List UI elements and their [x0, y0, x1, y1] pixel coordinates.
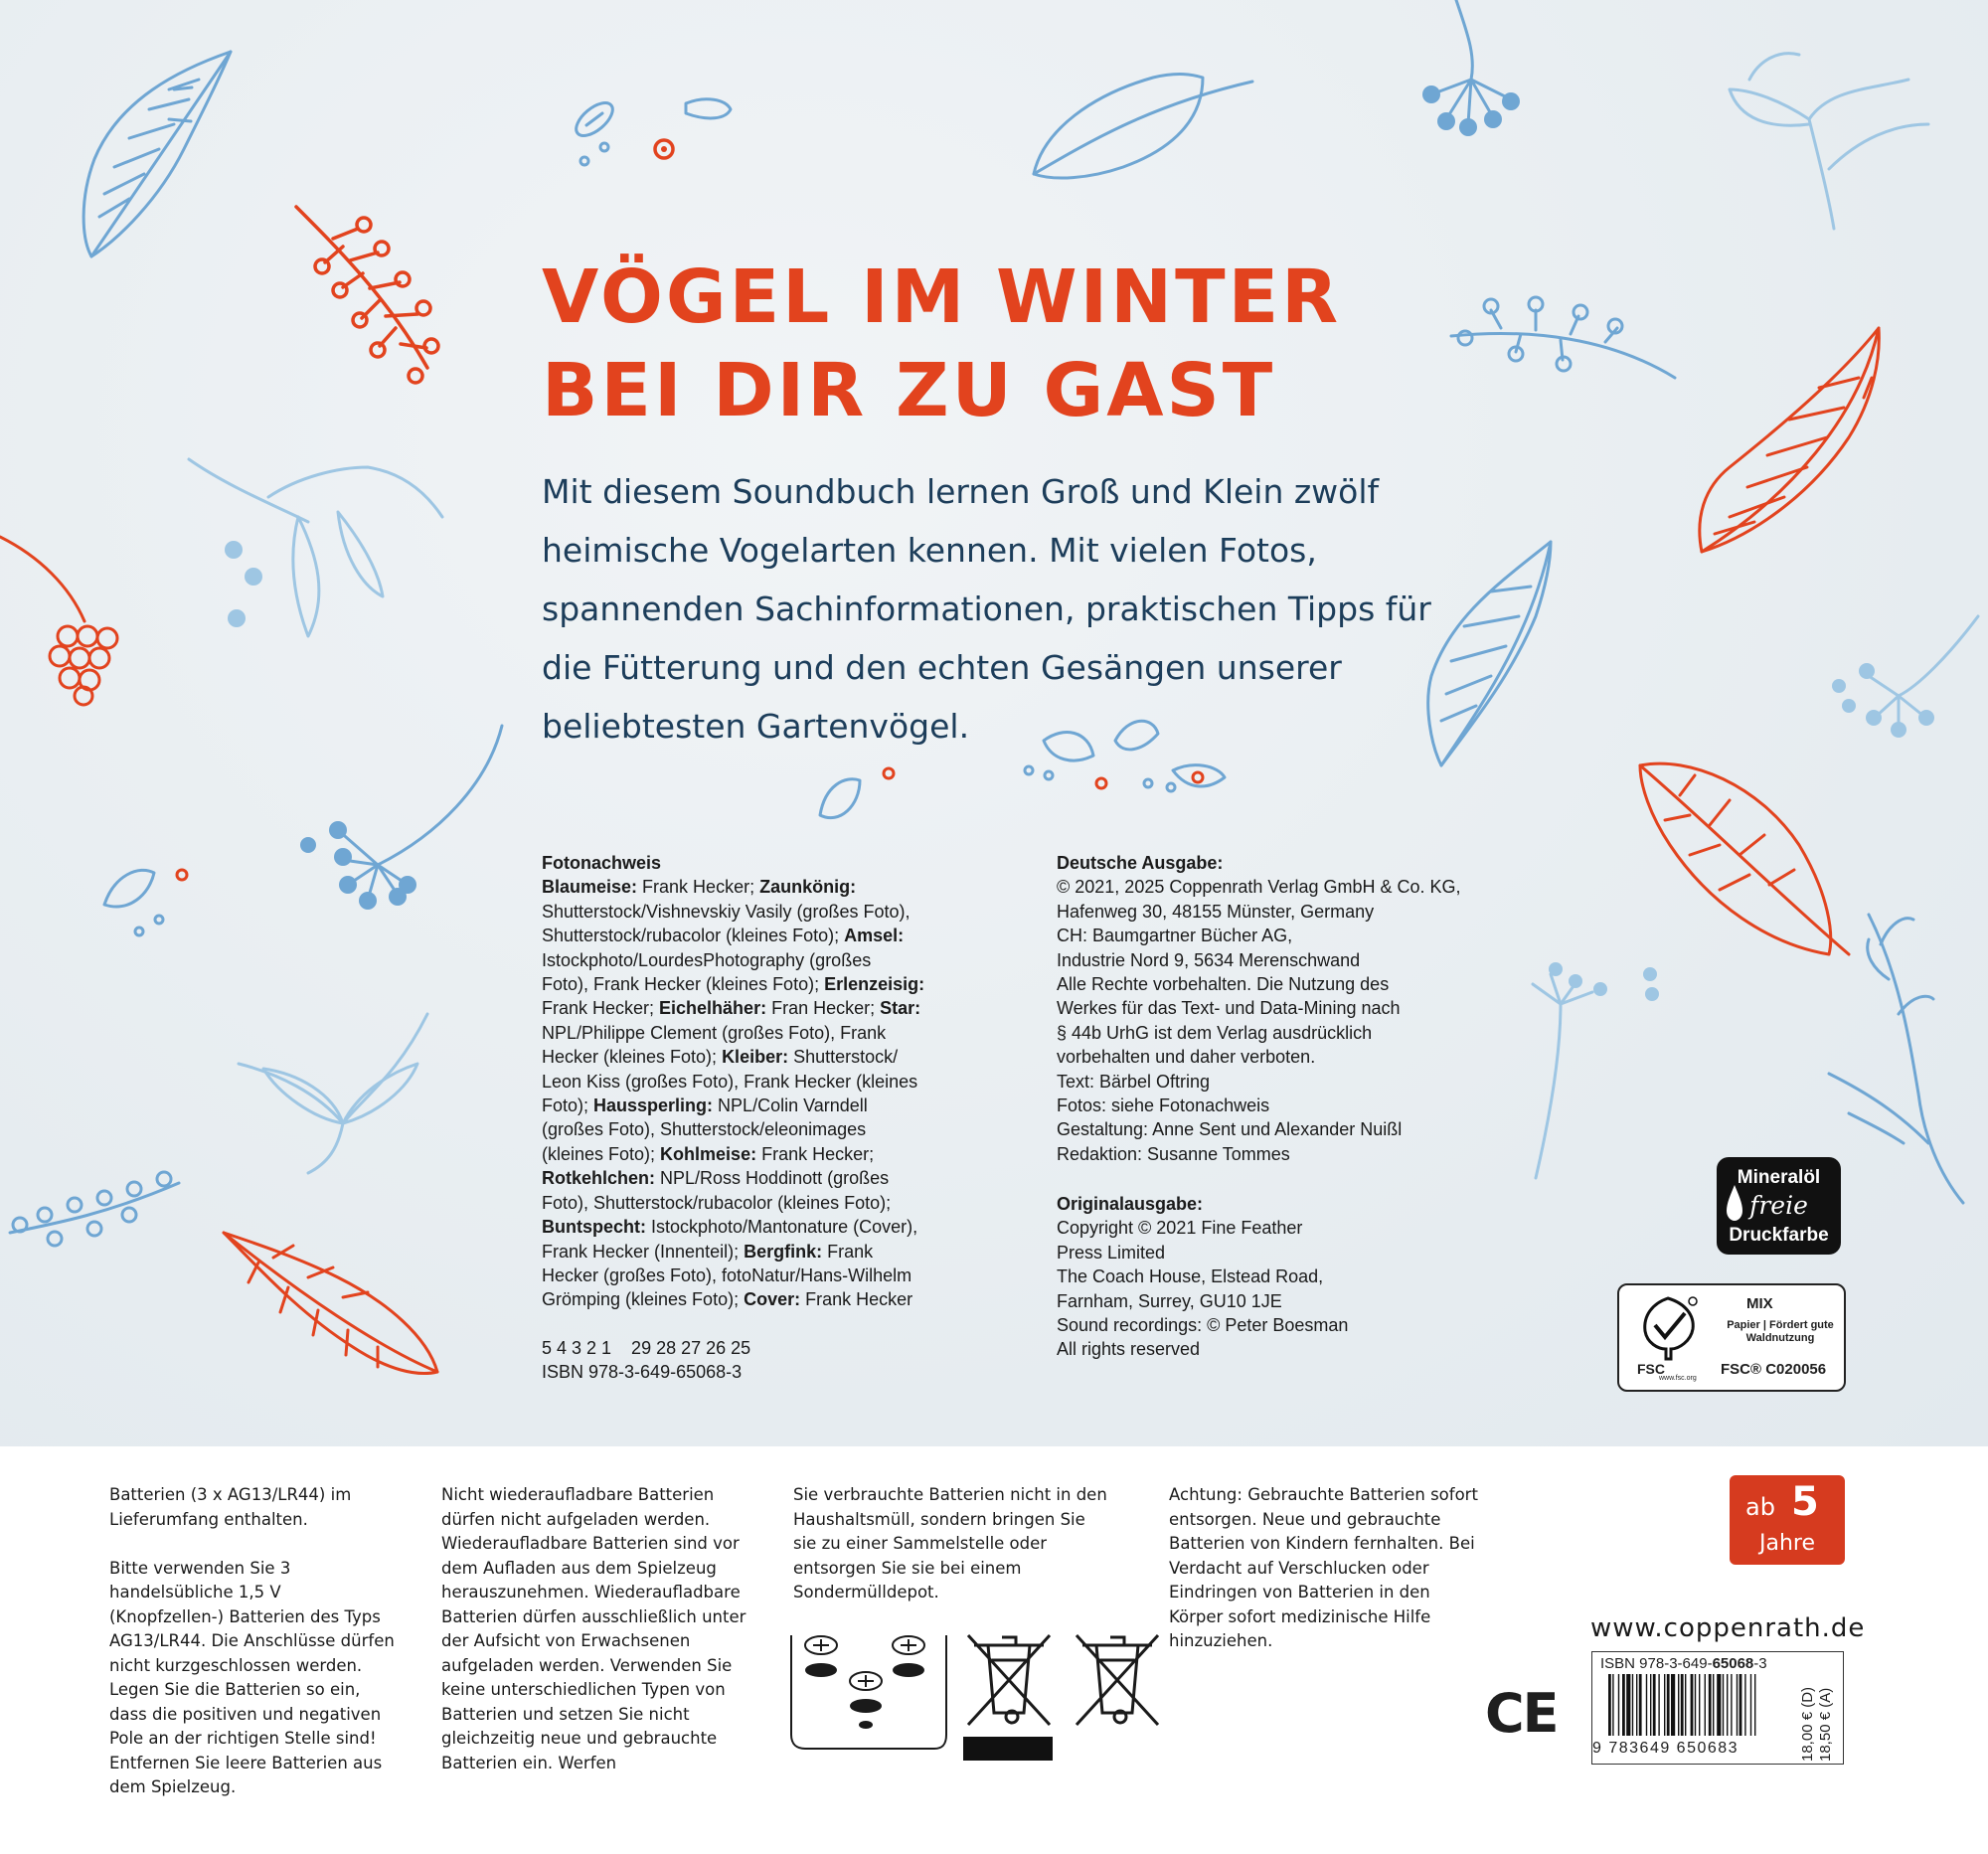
book-title-line1: VÖGEL IM WINTER	[542, 254, 1342, 340]
info-line: All rights reserved	[1057, 1339, 1201, 1360]
age-unit: Jahre	[1758, 1531, 1815, 1556]
photo-credit-text: NPL/Philippe Clement (großes Foto), Frank	[542, 1022, 887, 1043]
barcode-bar	[1685, 1674, 1686, 1736]
photo-credit-text: Foto), Shutterstock/rubacolor (kleines Foto);	[542, 1192, 892, 1213]
photo-credit-line	[542, 972, 924, 996]
photo-credit-text: Foto), Frank Hecker (kleines Foto);	[542, 974, 825, 995]
barcode-bar	[1608, 1674, 1611, 1736]
barcode-bar	[1727, 1674, 1728, 1736]
photo-credits-heading: Fotonachweis	[542, 853, 662, 873]
price-austria: 18,50 € (A)	[1817, 1687, 1834, 1762]
isbn-text: ISBN 978-3-649-65068-3	[542, 1362, 743, 1383]
photo-credit-line	[542, 1070, 924, 1094]
photo-credit-line	[542, 1287, 924, 1311]
raspberry-icon	[0, 537, 117, 705]
barcode-bar	[1639, 1674, 1642, 1736]
barcode-bar	[1646, 1674, 1647, 1736]
photo-credit-label: Zaunkönig:	[759, 877, 857, 898]
barcode-bar	[1750, 1674, 1751, 1736]
photo-credit-text: NPL/Ross Hoddinott (großes	[655, 1168, 890, 1189]
photo-credit-text: Istockphoto/Mantonature (Cover),	[646, 1217, 918, 1238]
info-line: Alle Rechte vorbehalten. Die Nutzung des	[1057, 974, 1390, 995]
photo-credit-text: Frank	[822, 1241, 874, 1262]
barcode-bar	[1744, 1674, 1745, 1736]
tree-check-icon	[1633, 1293, 1703, 1363]
photo-credit-line	[542, 1215, 924, 1239]
info-line: © 2021, 2025 Coppenrath Verlag GmbH & Co. KG,	[1057, 877, 1461, 898]
barcode-digits: 9 783649 650683	[1592, 1740, 1740, 1757]
battery-info-text: Bitte verwenden Sie 3 handelsübliche 1,5 V (Knopfzellen-) Batterien des Typs AG13/LR44. Die Anschlüsse dürfen nicht kurzgeschlossen werden. Legen Sie die Batterien so ein, dass die positiven und negativen Pole an der richtigen Stelle sind! Entfernen Sie leere Batterien aus dem Spielzeug.	[109, 1558, 395, 1796]
berry-branch-icon	[1451, 297, 1675, 378]
info-line: CH: Baumgartner Bücher AG,	[1057, 926, 1293, 946]
photo-credit-text: Fran Hecker;	[766, 998, 881, 1019]
feather-icon	[83, 52, 231, 256]
barcode-isbn	[1600, 1655, 1767, 1672]
barcode-bar	[1667, 1674, 1670, 1736]
photo-credit-line	[542, 875, 924, 899]
info-line: Text: Bärbel Oftring	[1057, 1071, 1211, 1092]
fsc-url: www.fsc.org	[1659, 1375, 1697, 1382]
barcode-bar	[1695, 1674, 1696, 1736]
price-germany: 18,00 € (D)	[1799, 1686, 1816, 1762]
battery-info-column-2	[441, 1483, 759, 1800]
photo-credit-line	[542, 1021, 924, 1045]
photo-credit-text: Frank Hecker;	[637, 877, 760, 898]
german-edition-info	[1057, 851, 1461, 1166]
barcode-bar	[1740, 1674, 1742, 1736]
barcode-bar	[1731, 1674, 1732, 1736]
age-number: 5	[1791, 1479, 1819, 1525]
print-info	[542, 1336, 750, 1385]
flower-cluster-icon	[1533, 974, 1592, 1178]
photo-credit-label: Bergfink:	[744, 1241, 823, 1262]
berry-branch-icon	[10, 1172, 179, 1246]
info-line: § 44b UrhG ist dem Verlag ausdrücklich	[1057, 1022, 1373, 1043]
photo-credit-line	[542, 1166, 924, 1190]
intro-text: Mit diesem Soundbuch lernen Groß und Klein zwölf heimische Vogelarten kennen. Mit vielen Fotos, spannenden Sachinformationen, praktischen Tipps für die Fütterung und den echten Gesängen unserer beliebtesten Gartenvögel.	[542, 472, 1431, 746]
photo-credit-line	[542, 948, 924, 972]
seed-icon	[104, 870, 163, 935]
photo-credit-text: (kleines Foto);	[542, 1143, 661, 1164]
barcode-bar	[1612, 1674, 1613, 1736]
barcode-bar	[1705, 1674, 1706, 1736]
photo-credit-text: Frank Hecker	[800, 1289, 913, 1310]
flower-cluster-icon	[338, 726, 502, 900]
info-line: Sound recordings: © Peter Boesman	[1057, 1315, 1349, 1336]
barcode-bar	[1678, 1674, 1679, 1736]
barcode-bar	[1636, 1674, 1637, 1736]
battery-info-column-3	[793, 1483, 1111, 1629]
battery-info-text: Sie verbrauchte Batterien nicht in den Haushaltsmüll, sondern bringen Sie sie zu einer Sammelstelle oder entsorgen Sie sie bei einem Sondermülldepot.	[793, 1485, 1107, 1601]
isbn-prefix: ISBN 978-3-649-	[1600, 1655, 1713, 1672]
german-edition-heading: Deutsche Ausgabe:	[1057, 853, 1224, 873]
photo-credit-label: Star:	[880, 998, 921, 1019]
info-line: Industrie Nord 9, 5634 Merenschwand	[1057, 949, 1361, 970]
barcode-bar	[1671, 1674, 1675, 1736]
photo-credit-text: Istockphoto/LourdesPhotography (großes	[542, 949, 872, 970]
price-labels	[1797, 1652, 1837, 1764]
age-prefix: ab	[1745, 1493, 1775, 1521]
photo-credit-line	[542, 900, 924, 924]
mineral-line1: Mineralöl	[1737, 1167, 1821, 1188]
battery-info-column-4	[1169, 1483, 1487, 1678]
photo-credit-text: Frank Hecker;	[756, 1143, 875, 1164]
info-line: Gestaltung: Anne Sent und Alexander Nuißl	[1057, 1119, 1403, 1140]
feather-icon	[224, 1233, 437, 1374]
seed-icon	[571, 96, 731, 165]
photo-credit-line	[542, 996, 924, 1020]
fsc-logo-text: FSC	[1637, 1361, 1665, 1377]
leaf-sprig-icon	[1730, 54, 1928, 229]
photo-credits-lines	[542, 875, 924, 1311]
fsc-mix: MIX	[1746, 1295, 1773, 1312]
photo-credit-text: NPL/Colin Varndell	[713, 1096, 868, 1116]
photo-credits	[542, 851, 924, 1312]
leaf-sprig-icon	[239, 1014, 427, 1173]
leaf-icon	[1640, 763, 1849, 954]
barcode-bar	[1664, 1674, 1665, 1736]
photo-credit-text: (großes Foto), Shutterstock/eleonimages	[542, 1119, 867, 1140]
battery-info-text: Nicht wiederaufladbare Batterien dürfen nicht aufgeladen werden. Wiederaufladbare Batterien sind vor dem Aufladen aus dem Spielzeug herauszunehmen. Wiederaufladbare Batterien dürfen ausschließlich unter der Aufsicht von Erwachsenen aufgeladen werden. Verwenden Sie keine unterschiedlichen Typen von Batterien und setzen Sie nicht gleichzeitig neue und gebrauchte Batterien ein. Werfen	[441, 1485, 746, 1772]
mineral-line3: Druckfarbe	[1729, 1225, 1829, 1246]
photo-credit-line	[542, 1117, 924, 1141]
barcode-bar	[1653, 1674, 1656, 1736]
photo-credit-text: Foto);	[542, 1096, 594, 1116]
photo-credit-text: Shutterstock/Vishnevskiy Vasily (großes Foto),	[542, 901, 911, 922]
photo-credit-line	[542, 1045, 924, 1069]
barcode-bar	[1709, 1674, 1712, 1736]
battery-info-text: Achtung: Gebrauchte Batterien sofort entsorgen. Neue und gebrauchte Batterien von Kindern fernhalten. Bei Verdacht auf Verschlucken oder Eindringen von Batterien in den Körper sofort medizinische Hilfe hinzuziehen.	[1169, 1485, 1478, 1650]
photo-credit-label: Amsel:	[844, 926, 905, 946]
separate-collection-bar	[963, 1737, 1053, 1761]
photo-credit-label: Kleiber:	[722, 1047, 789, 1068]
photo-credit-text: Frank Hecker;	[542, 998, 660, 1019]
photo-credit-line	[542, 1191, 924, 1215]
barcode-bar	[1699, 1674, 1700, 1736]
photo-credit-text: Frank Hecker (Innenteil);	[542, 1241, 745, 1262]
barcode-bar	[1632, 1674, 1633, 1736]
info-line: Farnham, Surrey, GU10 1JE	[1057, 1290, 1282, 1311]
leaf-sprig-icon	[1829, 915, 1963, 1203]
barcode-bar	[1713, 1674, 1714, 1736]
photo-credit-text: Shutterstock/	[788, 1047, 899, 1068]
photo-credit-label: Haussperling:	[593, 1096, 714, 1116]
barcode-bar	[1737, 1674, 1738, 1736]
photo-credit-label: Buntspecht:	[542, 1217, 646, 1238]
berry-branch-icon	[296, 207, 438, 383]
photo-credit-label: Kohlmeise:	[660, 1143, 757, 1164]
photo-credit-text: Grömping (kleines Foto);	[542, 1289, 745, 1310]
original-edition-heading: Originalausgabe:	[1057, 1194, 1204, 1214]
barcode-bar	[1622, 1674, 1625, 1736]
isbn-suffix: -3	[1753, 1655, 1767, 1672]
fsc-code: FSC® C020056	[1721, 1361, 1827, 1378]
barcode-icon	[1608, 1674, 1787, 1740]
photo-credit-text: Hecker (großes Foto), fotoNatur/Hans-Wilhelm	[542, 1264, 912, 1285]
feather-icon	[1428, 542, 1551, 765]
battery-info-text: Batterien (3 x AG13/LR44) im Lieferumfang enthalten.	[109, 1485, 352, 1529]
info-line: Redaktion: Susanne Tommes	[1057, 1143, 1290, 1164]
photo-credit-line	[542, 924, 924, 947]
flower-cluster-icon	[1431, 0, 1511, 124]
ce-mark: CE	[1485, 1682, 1558, 1745]
isbn-bold: 65068	[1712, 1655, 1754, 1672]
fsc-paper-text: Papier | Fördert gute Waldnutzung	[1727, 1319, 1834, 1344]
photo-credit-line	[542, 1142, 924, 1166]
photo-credit-label: Rotkehlchen:	[542, 1168, 656, 1189]
leaf-icon	[1034, 75, 1252, 178]
photo-credit-label: Erlenzeisig:	[824, 974, 925, 995]
original-edition-info	[1057, 1192, 1348, 1362]
barcode-bar	[1650, 1674, 1651, 1736]
barcode-bar	[1626, 1674, 1630, 1736]
photo-credit-text: Hecker (kleines Foto);	[542, 1047, 723, 1068]
info-line: vorbehalten und daher verboten.	[1057, 1047, 1316, 1068]
feather-icon	[1700, 328, 1880, 552]
info-line: The Coach House, Elstead Road,	[1057, 1266, 1324, 1287]
info-line: Copyright © 2021 Fine Feather	[1057, 1218, 1303, 1239]
photo-credit-label: Cover:	[744, 1289, 801, 1310]
original-edition-lines	[1057, 1216, 1348, 1361]
barcode-bar	[1681, 1674, 1684, 1736]
info-line: Press Limited	[1057, 1242, 1166, 1263]
fsc-label	[1617, 1283, 1846, 1392]
book-title-line2: BEI DIR ZU GAST	[542, 348, 1276, 433]
photo-credit-line	[542, 1240, 924, 1264]
photo-credit-label: Blaumeise:	[542, 877, 638, 898]
mineral-oil-free-badge	[1717, 1157, 1841, 1255]
photo-credit-label: Eichelhäher:	[659, 998, 767, 1019]
battery-disposal-symbols	[789, 1625, 1187, 1765]
barcode-bar	[1723, 1674, 1724, 1736]
barcode-bar	[1754, 1674, 1755, 1736]
info-line: Hafenweg 30, 48155 Münster, Germany	[1057, 901, 1375, 922]
barcode-bar	[1691, 1674, 1694, 1736]
mineral-line2: freie	[1749, 1191, 1808, 1220]
battery-info-column-1	[109, 1483, 398, 1824]
photo-credit-line	[542, 1264, 924, 1287]
flower-cluster-icon	[1869, 616, 1978, 726]
print-numbers: 5 4 3 2 1 29 28 27 26 25	[542, 1338, 751, 1358]
info-line: Werkes für das Text- und Data-Mining nach	[1057, 998, 1401, 1019]
crossed-bin-icon	[1077, 1635, 1158, 1725]
publisher-website[interactable]: www.coppenrath.de	[1590, 1613, 1866, 1643]
age-badge	[1730, 1475, 1845, 1565]
german-edition-lines	[1057, 875, 1461, 1166]
battery-placement-icon	[791, 1635, 946, 1749]
crossed-bin-icon	[968, 1635, 1050, 1725]
info-line: Fotos: siehe Fotonachweis	[1057, 1096, 1270, 1116]
photo-credit-text: Leon Kiss (großes Foto), Frank Hecker (kleines	[542, 1071, 918, 1092]
photo-credit-text: Shutterstock/rubacolor (kleines Foto);	[542, 926, 845, 946]
barcode-bar	[1658, 1674, 1659, 1736]
barcode-bar	[1717, 1674, 1721, 1736]
photo-credit-line	[542, 1094, 924, 1117]
barcode-bar	[1618, 1674, 1619, 1736]
